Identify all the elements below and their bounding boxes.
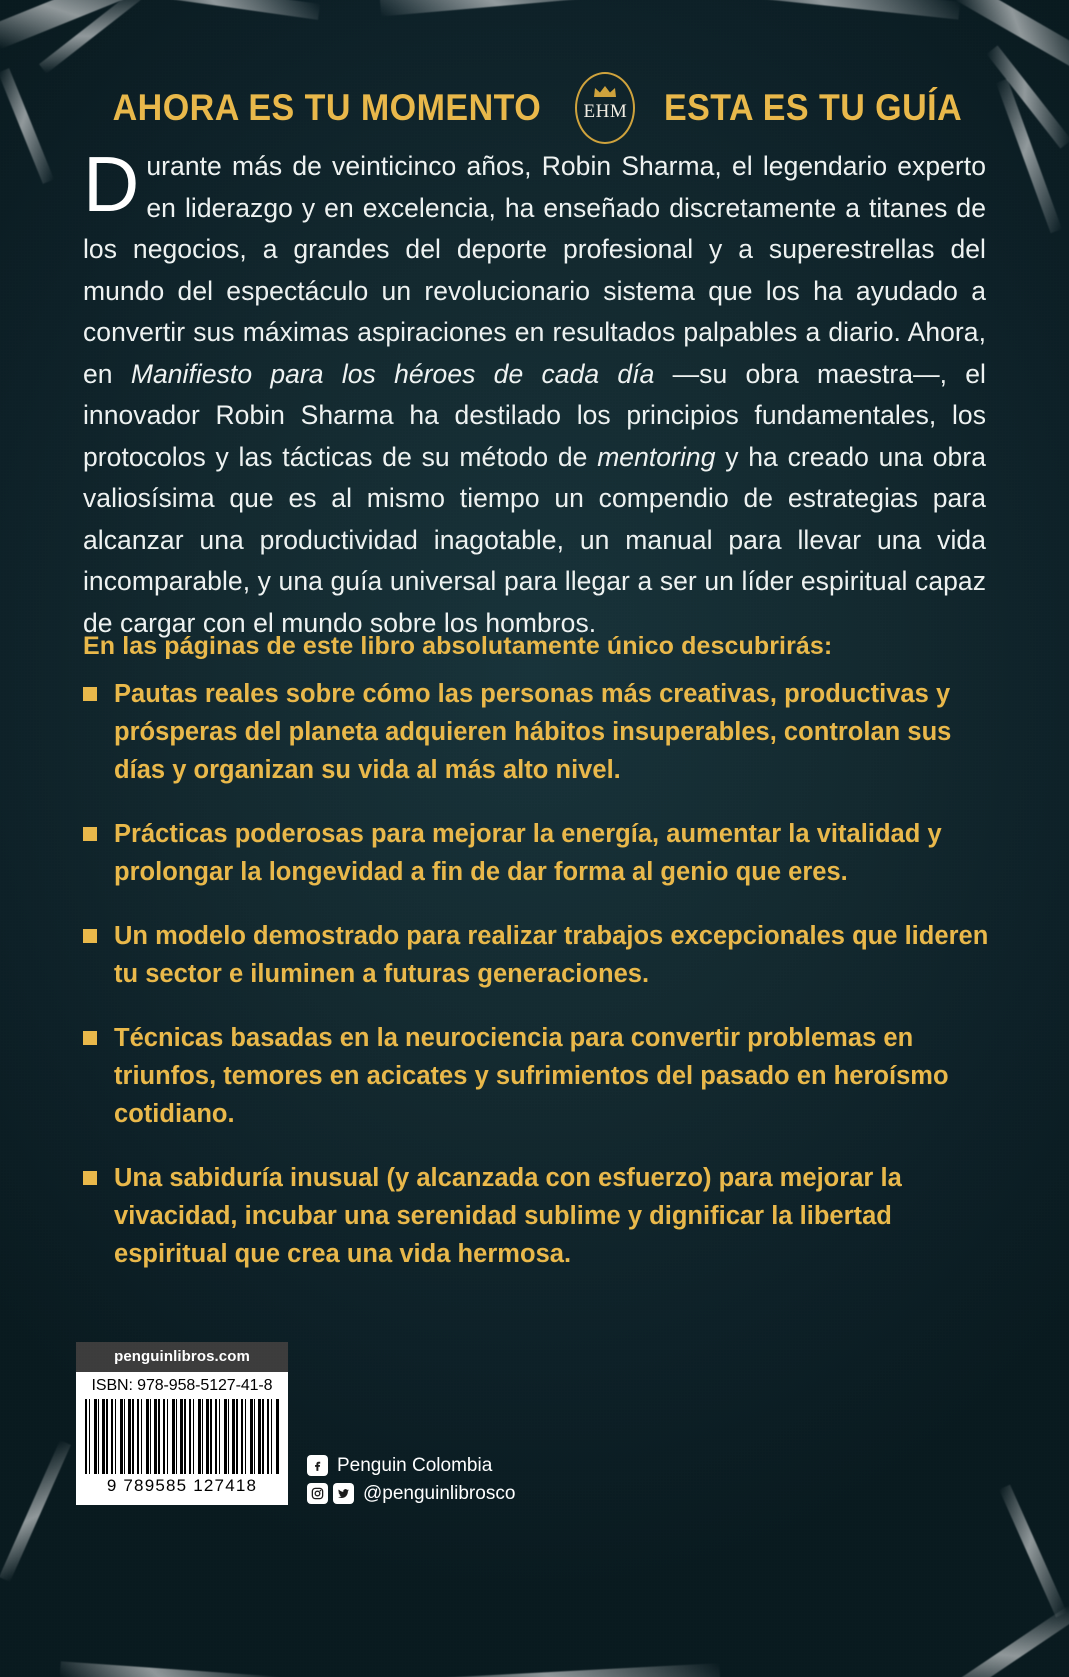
feature-bullet-label: Pautas reales sobre cómo las personas más creativas, productivas y prósperas del planeta adquieren hábitos insuperables, controlan sus días y organizan su vida al más alto nivel. — [114, 680, 952, 784]
lead-in-line: En las páginas de este libro absolutamente único descubrirás: — [83, 632, 833, 660]
facebook-icon — [307, 1455, 328, 1476]
facebook-icons — [307, 1455, 328, 1476]
instagram-twitter-icons — [307, 1483, 354, 1504]
bullet-square-icon — [83, 1031, 97, 1045]
feature-bullet-label: Técnicas basadas en la neurociencia para convertir problemas en triunfos, temores en acicates y sufrimientos del pasado en heroísmo cotidiano. — [114, 1024, 949, 1128]
blurb-body — [83, 151, 986, 638]
instagram-icon — [307, 1483, 328, 1504]
bullet-square-icon — [83, 1171, 97, 1185]
feature-bullet-label: Un modelo demostrado para realizar trabajos excepcionales que lideren tu sector e iluminen a futuras generaciones. — [114, 922, 989, 988]
blurb-text: y ha creado una obra valiosísima que es al mismo tiempo un compendio de estrategias para alcanzar una productividad inagotable, un manual para llevar una vida incomparable, y una guía universal para llegar a ser un líder espiritual capaz de cargar con el mundo sobre los hombros. — [83, 441, 986, 638]
feature-bullet-label: Una sabiduría inusual (y alcanzada con esfuerzo) para mejorar la vivacidad, incubar una serenidad sublime y dignificar la libertad espiritual que crea una vida hermosa. — [114, 1164, 902, 1268]
crown-icon — [593, 85, 617, 98]
feature-bullet — [83, 675, 991, 789]
headline — [0, 72, 1069, 144]
blurb-text: urante más de veinticinco años, Robin Sharma, el legendario experto en liderazgo y en excelencia, ha enseñado discretamente a titanes de los negocios, a grandes del deporte profesional y a superestrellas del mundo del espectáculo un revolucionario sistema que los ha ayudado a convertir sus máximas aspiraciones en resultados palpables a diario. Ahora, en — [83, 151, 986, 389]
social-row-facebook — [307, 1455, 515, 1476]
facebook-label: Penguin Colombia — [337, 1455, 493, 1476]
isbn-number: ISBN: 978-958-5127-41-8 — [91, 1377, 273, 1394]
bullet-square-icon — [83, 687, 97, 701]
feature-bullet — [83, 1019, 991, 1133]
social-links — [307, 1455, 515, 1511]
barcode-bars — [85, 1399, 279, 1474]
blurb-paragraph — [83, 140, 986, 644]
instagram-twitter-label: @penguinlibrosco — [363, 1483, 516, 1504]
bullet-square-icon — [83, 929, 97, 943]
feature-bullet-label: Prácticas poderosas para mejorar la energía, aumentar la vitalidad y prolongar la longevidad a fin de dar forma al genio que eres. — [114, 820, 942, 886]
social-row-instagram-twitter — [307, 1483, 515, 1504]
logo-letters: EHM — [583, 101, 628, 122]
isbn-panel — [76, 1372, 288, 1505]
feature-bullet — [83, 917, 991, 993]
bullet-square-icon — [83, 827, 97, 841]
barcode-digits: 9 789585 127418 — [106, 1476, 258, 1495]
publisher-site-bar: penguinlibros.com — [76, 1342, 288, 1372]
isbn-barcode-block — [76, 1342, 288, 1505]
ehm-logo — [575, 72, 635, 144]
blurb-italic-title: mentoring — [597, 441, 716, 472]
feature-bullet-list — [83, 675, 991, 1299]
feature-bullet — [83, 1159, 991, 1273]
headline-left: AHORA ES TU MOMENTO — [112, 87, 541, 128]
twitter-icon — [333, 1483, 354, 1504]
headline-right: ESTA ES TU GUÍA — [664, 87, 963, 128]
feature-bullet — [83, 815, 991, 891]
blurb-text: —su obra maestra—, el innovador Robin Sharma ha destilado los principios fundamentales, los protocolos y las tácticas de su método de — [83, 358, 986, 472]
blurb-italic-title: Manifiesto para los héroes de cada día — [130, 358, 655, 389]
drop-cap: D — [83, 140, 140, 228]
